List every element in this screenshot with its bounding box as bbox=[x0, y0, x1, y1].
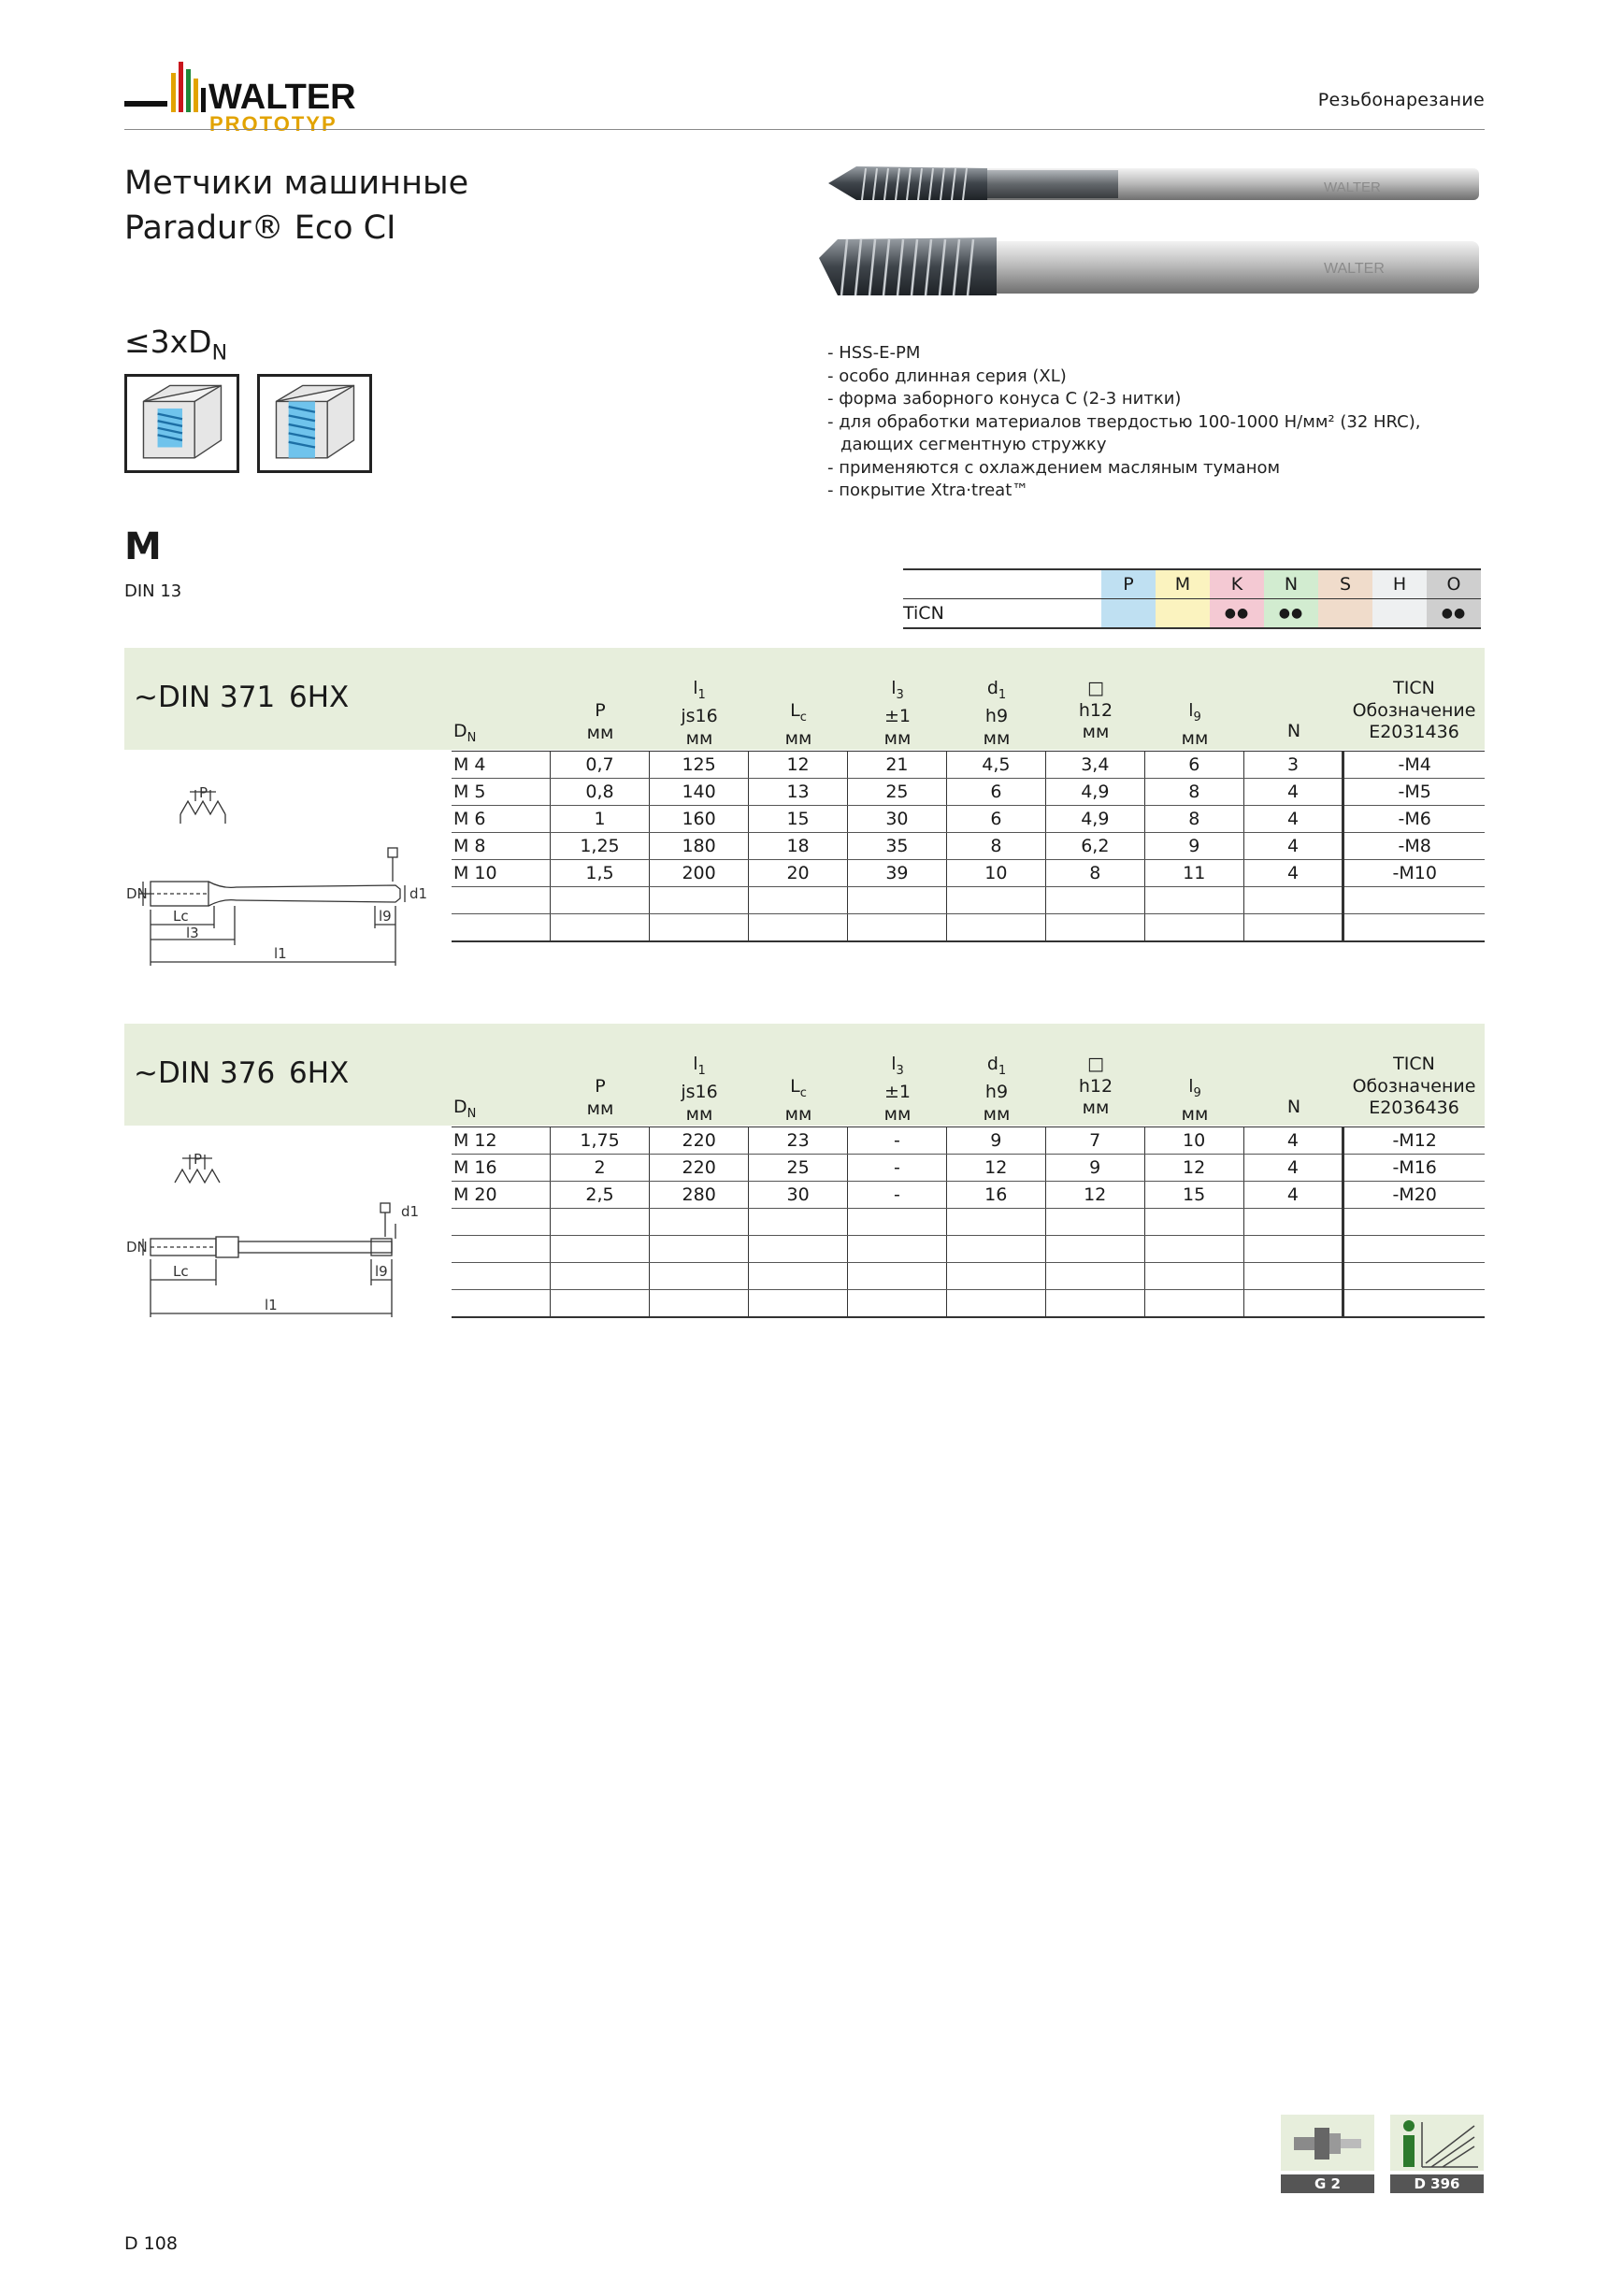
mat-mark-m bbox=[1156, 599, 1210, 629]
col-header-dn: $D_N$ bbox=[453, 721, 477, 745]
table-cell bbox=[550, 1209, 649, 1236]
table-cell bbox=[749, 1290, 848, 1318]
ref-label: G 2 bbox=[1281, 2174, 1374, 2193]
svg-text:DN: DN bbox=[126, 885, 148, 902]
table-cell bbox=[1243, 1209, 1343, 1236]
table-cell bbox=[550, 914, 649, 942]
table-cell: 2,5 bbox=[550, 1182, 649, 1209]
col-header-p: P мм bbox=[586, 700, 614, 743]
material-group-table bbox=[903, 568, 1481, 629]
feature-item: - применяются с охлаждением масляным туманом bbox=[827, 457, 1281, 478]
table-cell bbox=[1045, 887, 1144, 914]
table-cell: 125 bbox=[650, 752, 749, 779]
mat-mark-n: ●● bbox=[1264, 599, 1318, 629]
svg-text:Lc: Lc bbox=[173, 908, 189, 925]
table-cell: 12 bbox=[946, 1155, 1045, 1182]
table-cell bbox=[452, 914, 550, 942]
mat-mark-o: ●● bbox=[1427, 599, 1481, 629]
svg-text:WALTER: WALTER bbox=[1324, 261, 1385, 277]
spec-table bbox=[452, 751, 1485, 942]
table-cell: M 5 bbox=[452, 779, 550, 806]
table-cell: 4 bbox=[1243, 779, 1343, 806]
feature-item: - особо длинная серия (XL) bbox=[827, 366, 1067, 386]
table-row bbox=[452, 860, 1485, 887]
table-cell bbox=[650, 1236, 749, 1263]
col-header-lc: $L_c$ мм bbox=[784, 700, 812, 750]
svg-text:l3: l3 bbox=[186, 925, 199, 941]
col-header-square: □ h12 мм bbox=[1078, 1054, 1113, 1118]
svg-text:l9: l9 bbox=[379, 908, 392, 925]
mat-mark-s bbox=[1318, 599, 1372, 629]
table-cell: 4 bbox=[1243, 1127, 1343, 1155]
svg-text:l9: l9 bbox=[375, 1263, 388, 1280]
table-row bbox=[452, 1209, 1485, 1236]
table-cell bbox=[847, 887, 946, 914]
table-cell bbox=[848, 1236, 947, 1263]
feature-item: - форма заборного конуса C (2-3 нитки) bbox=[827, 389, 1182, 409]
table-cell bbox=[550, 1236, 649, 1263]
table-cell: 0,7 bbox=[550, 752, 649, 779]
table-cell bbox=[650, 1263, 749, 1290]
mat-mark-h bbox=[1372, 599, 1427, 629]
table-cell bbox=[1045, 914, 1144, 942]
tool-holder-icon bbox=[1281, 2115, 1374, 2171]
table-cell: 13 bbox=[749, 779, 848, 806]
col-header-designation: TICN Обозначение E2031436 bbox=[1352, 678, 1476, 742]
svg-text:l1: l1 bbox=[265, 1297, 278, 1313]
table-cell bbox=[749, 914, 848, 942]
table-cell bbox=[749, 1236, 848, 1263]
table-cell bbox=[1243, 914, 1343, 942]
table-cell: 280 bbox=[650, 1182, 749, 1209]
table-cell bbox=[946, 1263, 1045, 1290]
table-cell bbox=[650, 1209, 749, 1236]
table-row bbox=[452, 833, 1485, 860]
col-header-l9: $l_9$ мм bbox=[1181, 1076, 1209, 1126]
table-cell: -M12 bbox=[1343, 1127, 1485, 1155]
table-cell bbox=[650, 1290, 749, 1318]
table-cell: 200 bbox=[650, 860, 749, 887]
svg-text:DN: DN bbox=[126, 1239, 148, 1256]
through-hole-icon bbox=[257, 374, 372, 473]
table-cell: 4 bbox=[1243, 860, 1343, 887]
page-number: D 108 bbox=[124, 2233, 178, 2254]
depth-prefix: ≤3xD bbox=[124, 323, 212, 360]
table-cell bbox=[452, 1290, 550, 1318]
col-header-l1: $l_1$ js16 мм bbox=[681, 1054, 718, 1125]
table-cell bbox=[1144, 887, 1243, 914]
table-cell: 4,9 bbox=[1045, 806, 1144, 833]
thread-standard: DIN 13 bbox=[124, 581, 182, 601]
table-cell bbox=[1343, 914, 1485, 942]
table-cell bbox=[1144, 914, 1243, 942]
table-cell: 12 bbox=[1045, 1182, 1144, 1209]
table-row bbox=[452, 1263, 1485, 1290]
table-cell bbox=[749, 1209, 848, 1236]
table-cell bbox=[848, 1263, 947, 1290]
table-cell: M 8 bbox=[452, 833, 550, 860]
table-cell: -M5 bbox=[1343, 779, 1485, 806]
table-cell: 6 bbox=[946, 779, 1045, 806]
table-cell: 12 bbox=[1144, 1155, 1243, 1182]
table-cell bbox=[1144, 1263, 1243, 1290]
table-cell: M 16 bbox=[452, 1155, 550, 1182]
table-row bbox=[452, 752, 1485, 779]
table-cell: 160 bbox=[650, 806, 749, 833]
table-cell bbox=[1243, 1236, 1343, 1263]
table-cell bbox=[946, 887, 1045, 914]
table-cell bbox=[1243, 1263, 1343, 1290]
mat-group-s: S bbox=[1318, 569, 1372, 599]
col-header-lc: $L_c$ мм bbox=[784, 1076, 812, 1126]
table-cell: 4,9 bbox=[1045, 779, 1144, 806]
table-cell: 10 bbox=[946, 860, 1045, 887]
svg-text:d1: d1 bbox=[409, 885, 428, 902]
table-cell: 140 bbox=[650, 779, 749, 806]
table-cell bbox=[1045, 1236, 1144, 1263]
info-chart-icon bbox=[1390, 2115, 1484, 2171]
svg-text:P: P bbox=[194, 1151, 203, 1168]
table-cell: 25 bbox=[847, 779, 946, 806]
table-row bbox=[452, 779, 1485, 806]
col-header-d1: $d_1$ h9 мм bbox=[983, 678, 1011, 749]
walter-logo bbox=[124, 60, 405, 135]
table-cell: 10 bbox=[1144, 1127, 1243, 1155]
table-cell: 15 bbox=[1144, 1182, 1243, 1209]
table-cell bbox=[749, 1263, 848, 1290]
spec-tolerance: 6HX bbox=[289, 1056, 350, 1090]
svg-text:d1: d1 bbox=[401, 1203, 420, 1220]
feature-item: - для обработки материалов твердостью 100-1000 Н/мм² (32 HRC), bbox=[827, 411, 1421, 432]
spec-title: ~DIN 376 bbox=[134, 1056, 276, 1090]
table-cell: 1,5 bbox=[550, 860, 649, 887]
table-cell: 39 bbox=[847, 860, 946, 887]
mat-group-o: O bbox=[1427, 569, 1481, 599]
svg-text:l1: l1 bbox=[274, 945, 287, 962]
table-cell: 6 bbox=[1144, 752, 1243, 779]
table-cell bbox=[452, 887, 550, 914]
table-cell bbox=[1343, 1290, 1485, 1318]
mat-mark-p bbox=[1101, 599, 1156, 629]
table-cell bbox=[1144, 1236, 1243, 1263]
table-cell: 4 bbox=[1243, 833, 1343, 860]
table-cell: 7 bbox=[1045, 1127, 1144, 1155]
table-cell bbox=[550, 1290, 649, 1318]
table-cell: 8 bbox=[1045, 860, 1144, 887]
table-cell: M 20 bbox=[452, 1182, 550, 1209]
table-row bbox=[452, 1127, 1485, 1155]
table-row bbox=[452, 1182, 1485, 1209]
table-cell bbox=[452, 1209, 550, 1236]
col-header-p: P мм bbox=[586, 1076, 614, 1119]
table-cell bbox=[946, 1236, 1045, 1263]
table-cell: 0,8 bbox=[550, 779, 649, 806]
col-header-l9: $l_9$ мм bbox=[1181, 700, 1209, 750]
table-cell: 23 bbox=[749, 1127, 848, 1155]
table-cell: 3 bbox=[1243, 752, 1343, 779]
feature-list bbox=[827, 342, 1420, 503]
tap-product-image bbox=[819, 157, 1485, 307]
table-cell bbox=[749, 887, 848, 914]
table-row bbox=[452, 1155, 1485, 1182]
table-cell: - bbox=[848, 1127, 947, 1155]
table-cell: 11 bbox=[1144, 860, 1243, 887]
feature-item: - HSS-E-PM bbox=[827, 343, 921, 363]
table-cell bbox=[946, 914, 1045, 942]
table-cell: -M10 bbox=[1343, 860, 1485, 887]
table-cell: 6,2 bbox=[1045, 833, 1144, 860]
table-cell bbox=[1144, 1290, 1243, 1318]
col-header-n: N bbox=[1286, 1097, 1301, 1117]
table-cell: 1,25 bbox=[550, 833, 649, 860]
table-cell: M 10 bbox=[452, 860, 550, 887]
mat-group-n: N bbox=[1264, 569, 1318, 599]
table-cell: 6 bbox=[946, 806, 1045, 833]
table-cell: 4 bbox=[1243, 1182, 1343, 1209]
table-cell: 9 bbox=[1045, 1155, 1144, 1182]
coating-label: TiCN bbox=[903, 599, 1101, 629]
table-cell bbox=[1144, 1209, 1243, 1236]
table-cell: 20 bbox=[749, 860, 848, 887]
table-cell: 30 bbox=[749, 1182, 848, 1209]
table-cell bbox=[1343, 1209, 1485, 1236]
table-cell: 16 bbox=[946, 1182, 1045, 1209]
col-header-square: □ h12 мм bbox=[1078, 678, 1113, 742]
table-cell bbox=[452, 1263, 550, 1290]
table-cell: 30 bbox=[847, 806, 946, 833]
svg-text:WALTER: WALTER bbox=[208, 78, 356, 117]
table-cell: M 6 bbox=[452, 806, 550, 833]
table-cell bbox=[1243, 1290, 1343, 1318]
col-header-dn: $D_N$ bbox=[453, 1097, 477, 1121]
table-cell: 180 bbox=[650, 833, 749, 860]
table-cell: 2 bbox=[550, 1155, 649, 1182]
table-row bbox=[452, 887, 1485, 914]
table-cell: 9 bbox=[946, 1127, 1045, 1155]
feature-item: дающих сегментную стружку bbox=[840, 435, 1107, 454]
table-cell: 8 bbox=[1144, 806, 1243, 833]
table-cell: 25 bbox=[749, 1155, 848, 1182]
table-cell bbox=[1045, 1209, 1144, 1236]
table-cell bbox=[1343, 887, 1485, 914]
col-header-l3: $l_3$ ±1 мм bbox=[883, 1054, 912, 1125]
table-cell bbox=[452, 1236, 550, 1263]
table-cell bbox=[848, 1209, 947, 1236]
ref-label: D 396 bbox=[1390, 2174, 1484, 2193]
table-cell: 21 bbox=[847, 752, 946, 779]
ref-info[interactable] bbox=[1390, 2115, 1484, 2193]
svg-text:P: P bbox=[199, 784, 208, 801]
spec-tolerance: 6HX bbox=[289, 681, 350, 714]
table-cell: -M4 bbox=[1343, 752, 1485, 779]
col-header-l1: $l_1$ js16 мм bbox=[681, 678, 718, 749]
table-cell: - bbox=[848, 1182, 947, 1209]
page-title-line2: Paradur® Eco CI bbox=[124, 209, 396, 247]
table-cell: 220 bbox=[650, 1127, 749, 1155]
depth-sub: N bbox=[211, 341, 228, 366]
feature-item: - покрытие Xtra·treat™ bbox=[827, 481, 1029, 500]
table-cell: M 4 bbox=[452, 752, 550, 779]
col-header-designation: TICN Обозначение E2036436 bbox=[1352, 1054, 1476, 1118]
table-cell: 220 bbox=[650, 1155, 749, 1182]
table-cell: 35 bbox=[847, 833, 946, 860]
table-cell: 15 bbox=[749, 806, 848, 833]
tap-dimension-drawing bbox=[124, 1130, 442, 1327]
table-cell: 1 bbox=[550, 806, 649, 833]
mat-group-p: P bbox=[1101, 569, 1156, 599]
table-cell bbox=[946, 1209, 1045, 1236]
table-cell bbox=[1343, 1236, 1485, 1263]
mat-group-h: H bbox=[1372, 569, 1427, 599]
table-cell bbox=[847, 914, 946, 942]
table-cell: 4 bbox=[1243, 806, 1343, 833]
spec-title: ~DIN 371 bbox=[134, 681, 276, 714]
table-cell: 12 bbox=[749, 752, 848, 779]
page-title-line1: Метчики машинные bbox=[124, 165, 469, 202]
table-row bbox=[452, 1236, 1485, 1263]
tap-dimension-drawing bbox=[124, 769, 442, 966]
table-cell bbox=[650, 887, 749, 914]
col-header-d1: $d_1$ h9 мм bbox=[983, 1054, 1011, 1125]
table-row bbox=[452, 1290, 1485, 1318]
table-cell: -M20 bbox=[1343, 1182, 1485, 1209]
table-cell bbox=[550, 887, 649, 914]
svg-text:Lc: Lc bbox=[173, 1263, 189, 1280]
table-cell bbox=[1343, 1263, 1485, 1290]
table-cell: - bbox=[848, 1155, 947, 1182]
table-cell bbox=[1243, 887, 1343, 914]
table-cell bbox=[650, 914, 749, 942]
table-cell: -M6 bbox=[1343, 806, 1485, 833]
mat-group-m: M bbox=[1156, 569, 1210, 599]
table-cell: 9 bbox=[1144, 833, 1243, 860]
table-cell: 4,5 bbox=[946, 752, 1045, 779]
header-rule bbox=[124, 129, 1485, 130]
table-cell bbox=[946, 1290, 1045, 1318]
ref-tool-holder[interactable] bbox=[1281, 2115, 1374, 2193]
mat-group-k: K bbox=[1210, 569, 1264, 599]
table-cell: 18 bbox=[749, 833, 848, 860]
blind-hole-icon bbox=[124, 374, 239, 473]
table-cell: 3,4 bbox=[1045, 752, 1144, 779]
depth-label bbox=[124, 323, 227, 366]
table-cell: M 12 bbox=[452, 1127, 550, 1155]
table-cell: -M16 bbox=[1343, 1155, 1485, 1182]
svg-text:PROTOTYP: PROTOTYP bbox=[209, 112, 338, 135]
thread-type-letter: M bbox=[124, 525, 162, 568]
table-cell: 8 bbox=[1144, 779, 1243, 806]
table-cell: 1,75 bbox=[550, 1127, 649, 1155]
section-label: Резьбонарезание bbox=[1317, 90, 1485, 110]
table-cell bbox=[1045, 1290, 1144, 1318]
table-cell bbox=[848, 1290, 947, 1318]
table-row bbox=[452, 806, 1485, 833]
spec-table bbox=[452, 1126, 1485, 1318]
table-cell bbox=[550, 1263, 649, 1290]
table-cell: 8 bbox=[946, 833, 1045, 860]
svg-text:WALTER: WALTER bbox=[1324, 179, 1381, 195]
table-row bbox=[452, 914, 1485, 942]
col-header-n: N bbox=[1286, 721, 1301, 741]
mat-mark-k: ●● bbox=[1210, 599, 1264, 629]
table-cell bbox=[1045, 1263, 1144, 1290]
table-cell: -M8 bbox=[1343, 833, 1485, 860]
table-cell: 4 bbox=[1243, 1155, 1343, 1182]
col-header-l3: $l_3$ ±1 мм bbox=[883, 678, 912, 749]
